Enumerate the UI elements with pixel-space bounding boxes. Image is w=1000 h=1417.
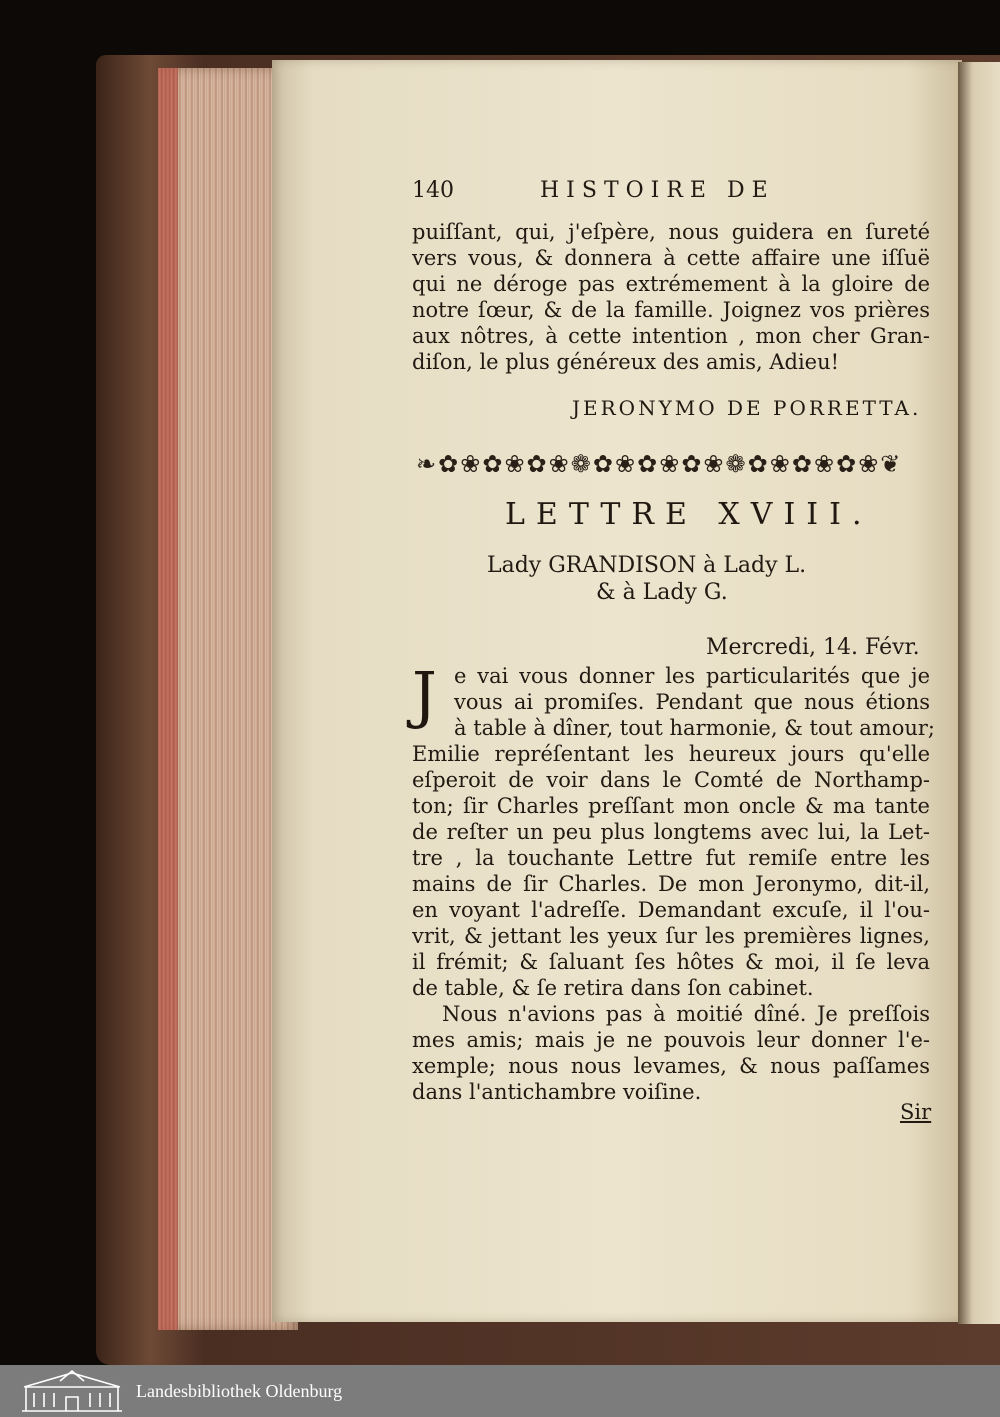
text-line: de reſter un peu plus longtems avec lui, la Let- xyxy=(412,820,930,844)
text-line: Nous n'avions pas à moitié dîné. Je preſſois xyxy=(442,1002,930,1026)
library-footer xyxy=(0,1365,1000,1417)
text-line: qui ne déroge pas extrémement à la gloire de xyxy=(412,272,930,296)
text-line: il frémit; & ſaluant ſes hôtes & moi, il ſe leva xyxy=(412,950,930,974)
text-line: dans l'antichambre voiſine. xyxy=(412,1080,702,1104)
text-line: aux nôtres, à cette intention , mon cher Gran- xyxy=(412,324,930,348)
text-line: notre ſœur, & de la famille. Joignez vos prières xyxy=(412,298,930,322)
running-title: HISTOIRE DE xyxy=(540,178,775,203)
drop-cap: J xyxy=(412,658,437,731)
ornament-band: ❧✿❀✿❀✿❀❁✿❀✿❀✿❀❁✿❀✿❀✿❀❦ xyxy=(416,450,903,478)
text-line: de table, & ſe retira dans ſon cabinet. xyxy=(412,976,814,1000)
page-header xyxy=(412,178,932,210)
letter-title: LETTRE XVIII. xyxy=(505,497,873,532)
text-line: vous ai promiſes. Pendant que nous étions xyxy=(454,690,930,714)
text-line: eſperoit de voir dans le Comté de Northamp- xyxy=(412,768,930,792)
catchword: Sir xyxy=(900,1100,932,1124)
text-line: Emilie repréſentant les heureux jours qu'elle xyxy=(412,742,930,766)
text-line: vers vous, & donnera à cette affaire une iſſuë xyxy=(412,246,930,270)
page-number: 140 xyxy=(412,178,454,203)
text-line: en voyant l'adreſſe. Demandant excuſe, il l'ou- xyxy=(412,898,930,922)
facing-page-edge xyxy=(958,62,1000,1324)
text-line: e vai vous donner les particularités que je xyxy=(454,664,930,688)
text-line: à table à dîner, tout harmonie, & tout amour; xyxy=(454,716,935,740)
letter-date: Mercredi, 14. Févr. xyxy=(706,635,920,660)
letter-address-line2: & à Lady G. xyxy=(596,580,728,605)
letter-address-line1: Lady GRANDISON à Lady L. xyxy=(487,553,807,578)
text-line: mes amis; mais je ne pouvois leur donner l'e- xyxy=(412,1028,930,1052)
text-line: tre , la touchante Lettre fut remiſe entre les xyxy=(412,846,930,870)
text-line: vrit, & jettant les yeux ſur les premières lignes, xyxy=(412,924,930,948)
text-line: xemple; nous nous levames, & nous paſſames xyxy=(412,1054,930,1078)
text-line: ton; ſir Charles preſſant mon oncle & ma tante xyxy=(412,794,930,818)
text-line: mains de ſir Charles. De mon Jeronymo, dit-il, xyxy=(412,872,930,896)
text-line: diſon, le plus généreux des amis, Adieu! xyxy=(412,350,840,374)
signature: JERONYMO DE PORRETTA. xyxy=(572,396,922,420)
library-name: Landesbibliothek Oldenburg xyxy=(136,1381,343,1401)
text-line: puiſſant, qui, j'eſpère, nous guidera en ſureté xyxy=(412,220,930,244)
library-building-icon xyxy=(20,1369,124,1413)
